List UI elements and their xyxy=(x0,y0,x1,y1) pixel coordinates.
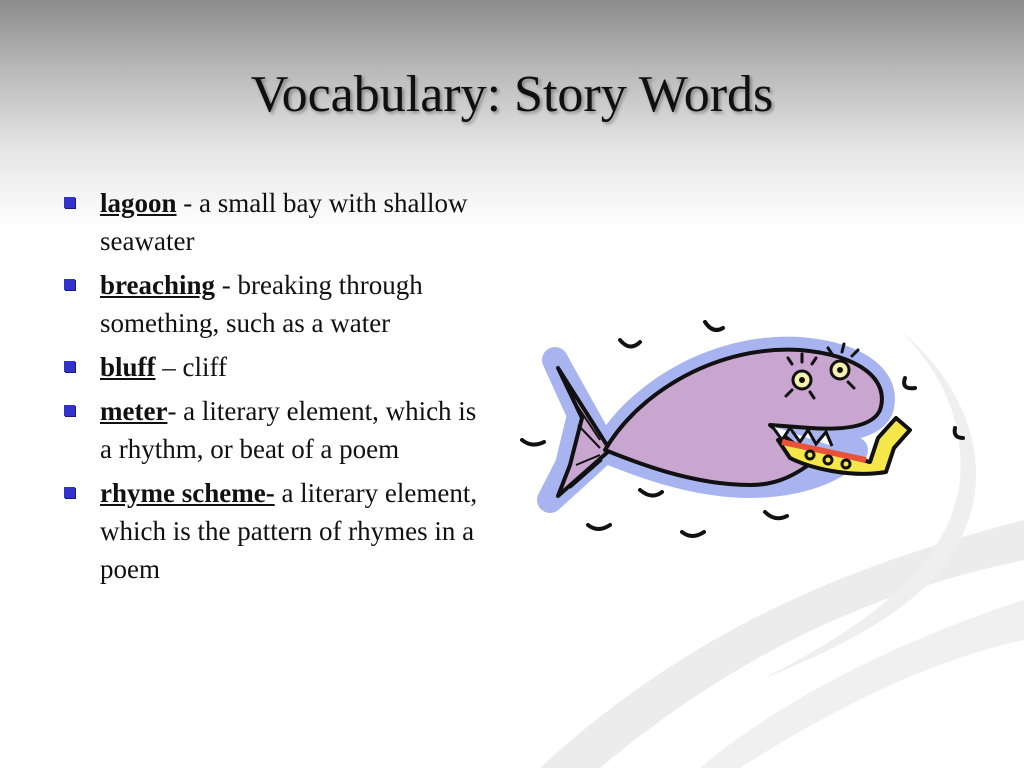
square-bullet-icon xyxy=(64,405,75,416)
list-item xyxy=(62,184,492,260)
square-bullet-icon xyxy=(64,279,75,290)
vocab-term: rhyme scheme- xyxy=(100,478,275,508)
list-item xyxy=(62,474,492,588)
square-bullet-icon xyxy=(64,361,75,372)
vocab-definition: - a small bay with shallow seawater xyxy=(100,188,468,256)
list-item xyxy=(62,392,492,468)
vocab-definition: - a literary element, which is a rhythm, or beat of a poem xyxy=(100,396,477,464)
fish-clipart-icon xyxy=(510,300,980,560)
slide-title: Vocabulary: Story Words xyxy=(250,66,774,123)
vocab-term: bluff xyxy=(100,352,156,382)
square-bullet-icon xyxy=(64,487,75,498)
vocab-term: meter xyxy=(100,396,168,426)
vocab-term: lagoon xyxy=(100,188,177,218)
vocab-definition: - breaking through something, such as a water xyxy=(100,270,423,338)
list-item xyxy=(62,348,492,386)
vocab-term: breaching xyxy=(100,270,216,300)
vocab-definition: a literary element, which is the pattern of rhymes in a poem xyxy=(100,478,478,584)
vocabulary-list xyxy=(62,184,492,594)
list-item xyxy=(62,266,492,342)
vocab-definition: – cliff xyxy=(155,352,228,382)
square-bullet-icon xyxy=(64,197,75,208)
